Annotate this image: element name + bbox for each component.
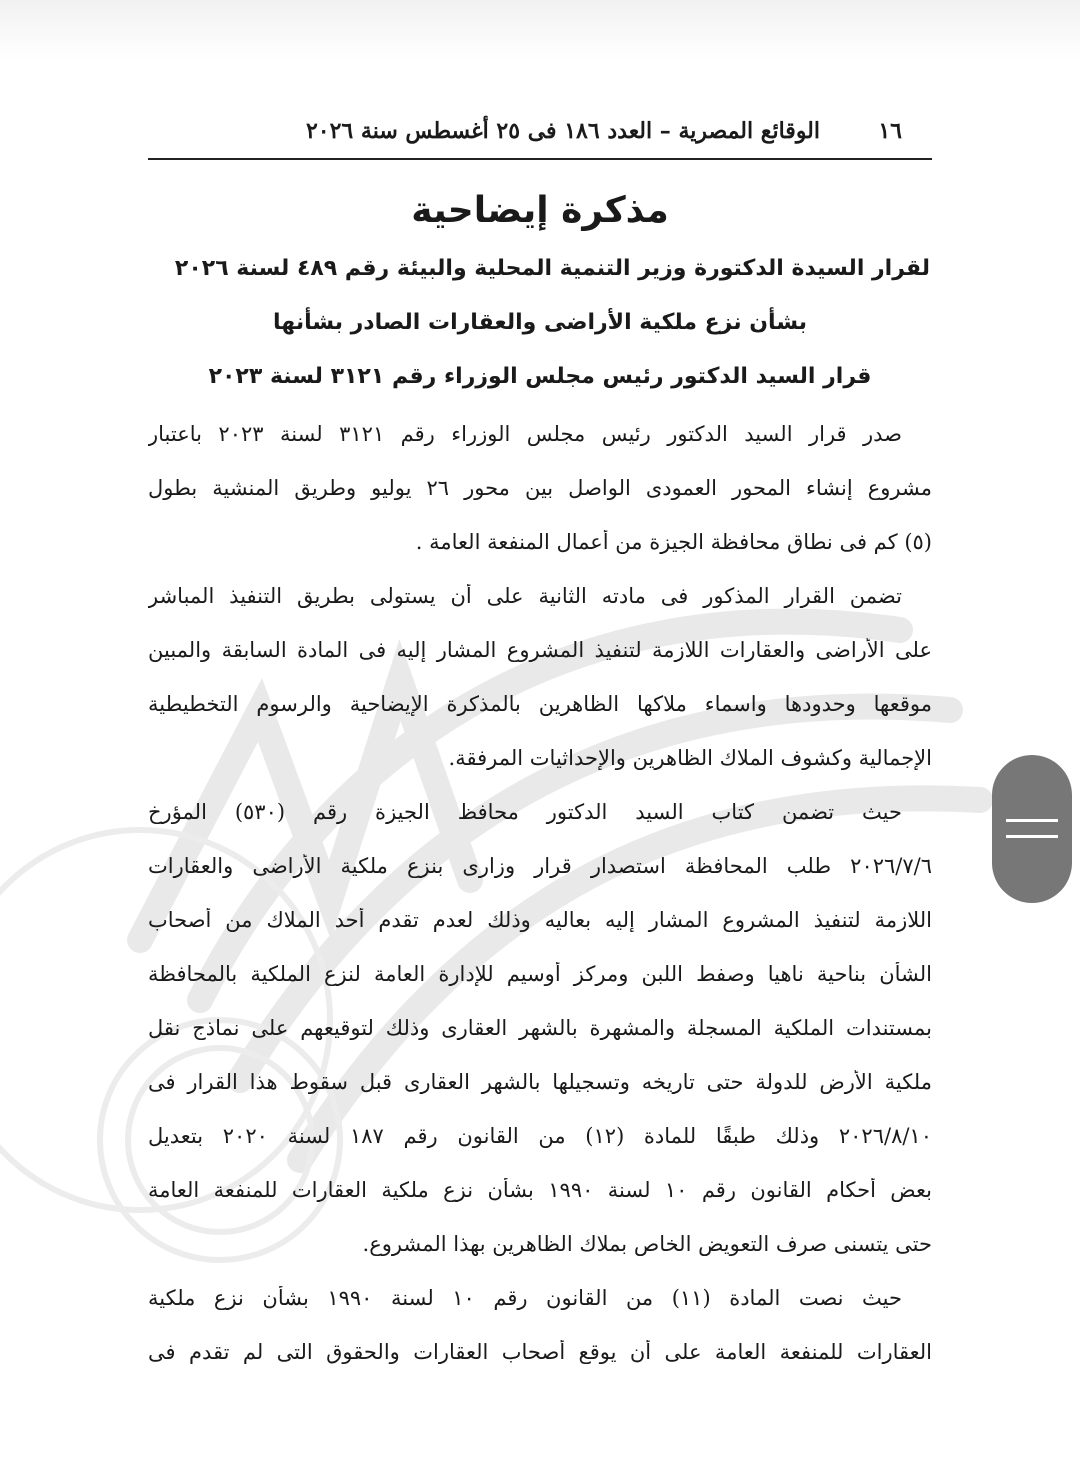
- body-line: الشأن بناحية ناهيا وصفط اللبن ومركز أوسيم للإدارة العامة لنزع الملكية بالمحافظة: [148, 962, 932, 986]
- subtitle-line-1: لقرار السيدة الدكتورة وزير التنمية المحلية والبيئة رقم ٤٨٩ لسنة ٢٠٢٦: [174, 256, 930, 281]
- body-line: ٢٠٢٦/٨/١٠ وذلك طبقًا للمادة (١٢) من القانون رقم ١٨٧ لسنة ٢٠٢٠ بتعديل: [148, 1124, 932, 1148]
- body-line: بعض أحكام القانون رقم ١٠ لسنة ١٩٩٠ بشأن نزع ملكية العقارات للمنفعة العامة: [148, 1178, 932, 1202]
- body-line: (٥) كم فى نطاق محافظة الجيزة من أعمال المنفعة العامة .: [415, 530, 932, 554]
- body-line: العقارات للمنفعة العامة على أن يوقع أصحاب العقارات والحقوق التى لم تقدم فى: [148, 1340, 932, 1364]
- page-header: [150, 112, 930, 152]
- scroll-handle[interactable]: [992, 755, 1072, 903]
- body-line: ٢٠٢٦/٧/٦ طلب المحافظة استصدار قرار وزارى بنزع ملكية الأراضى والعقارات: [148, 854, 932, 878]
- body-line: مشروع إنشاء المحور العمودى الواصل بين محور ٢٦ يوليو وطريق المنشية بطول: [148, 476, 932, 500]
- header-divider: [148, 158, 932, 160]
- body-line: ملكية الأرض للدولة حتى تاريخه وتسجيلها بالشهر العقارى قبل سقوط هذا القرار فى: [148, 1070, 932, 1094]
- body-line: الإجمالية وكشوف الملاك الظاهرين والإحداثيات المرفقة.: [448, 746, 932, 770]
- hamburger-grip-icon: [1006, 819, 1058, 822]
- body-line: اللازمة لتنفيذ المشروع المشار إليه بعاليه وذلك لعدم تقدم أحد الملاك من أصحاب: [148, 908, 932, 932]
- subtitle-line-3: قرار السيد الدكتور رئيس مجلس الوزراء رقم ٣١٢١ لسنة ٢٠٢٣: [208, 364, 872, 389]
- body-line: حيث نصت المادة (١١) من القانون رقم ١٠ لسنة ١٩٩٠ بشأن نزع ملكية: [148, 1286, 902, 1310]
- page-edge-shadow: [0, 0, 1080, 60]
- document-title: مذكرة إيضاحية: [411, 190, 669, 231]
- body-line: حتى يتسنى صرف التعويض الخاص بملاك الظاهرين بهذا المشروع.: [362, 1232, 932, 1256]
- subtitle-line-2: بشأن نزع ملكية الأراضى والعقارات الصادر بشأنها: [273, 310, 807, 335]
- body-line: على الأراضى والعقارات اللازمة لتنفيذ المشروع المشار إليه فى المادة السابقة والمبين: [148, 638, 932, 662]
- page-number: ١٦: [878, 118, 902, 144]
- body-line: موقعها وحدودها واسماء ملاكها الظاهرين بالمذكرة الإيضاحية والرسوم التخطيطية: [148, 692, 932, 716]
- body-line: حيث تضمن كتاب السيد الدكتور محافظ الجيزة رقم (٥٣٠) المؤرخ: [148, 800, 902, 824]
- body-line: بمستندات الملكية المسجلة والمشهرة بالشهر العقارى وذلك لتوقيعهم على نماذج نقل: [148, 1016, 932, 1040]
- body-line: صدر قرار السيد الدكتور رئيس مجلس الوزراء رقم ٣١٢١ لسنة ٢٠٢٣ باعتبار: [148, 422, 902, 446]
- issue-info: الوقائع المصرية – العدد ١٨٦ فى ٢٥ أغسطس سنة ٢٠٢٦: [305, 118, 820, 144]
- hamburger-grip-icon: [1006, 835, 1058, 838]
- body-line: تضمن القرار المذكور فى مادته الثانية على أن يستولى بطريق التنفيذ المباشر: [148, 584, 902, 608]
